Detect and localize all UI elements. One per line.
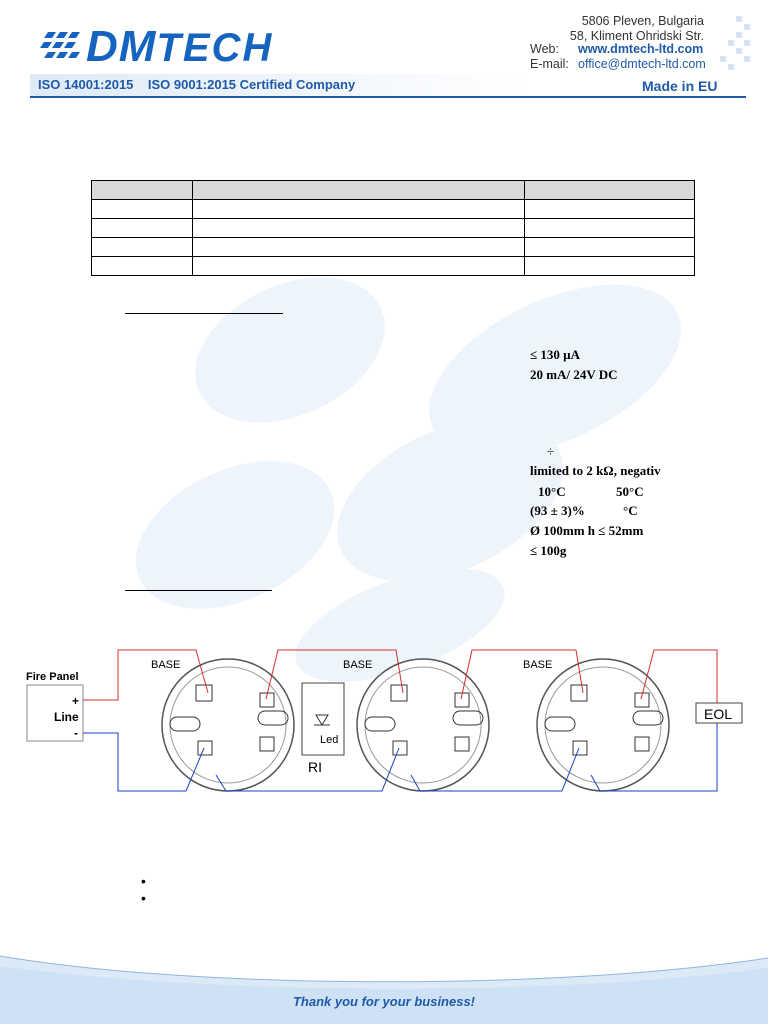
- bullet-point-2: •: [141, 890, 146, 906]
- logo-tech: TECH: [156, 26, 274, 70]
- spec-alarm-current: 20 mA/ 24V DC: [530, 367, 618, 382]
- section-heading-underline-2: [125, 590, 272, 591]
- bullet-point-1: •: [141, 873, 146, 889]
- contact-block: [530, 42, 706, 72]
- spec-dimensions: Ø 100mm h ≤ 52mm: [530, 523, 644, 538]
- eol-label: EOL: [704, 706, 733, 722]
- table-cell: [525, 238, 695, 257]
- minus-label: -: [74, 726, 78, 740]
- email-link[interactable]: office@dmtech-ltd.com: [578, 57, 706, 71]
- base-label-1: BASE: [151, 659, 181, 671]
- table-row: [92, 200, 695, 219]
- address-line-1: 5806 Pleven, Bulgaria: [581, 14, 704, 28]
- wiring-diagram: [20, 645, 760, 805]
- spec-humidity-unit: °C: [623, 503, 638, 518]
- watermark-blob-4: [112, 432, 357, 639]
- table-cell: [192, 200, 524, 219]
- table-cell: [92, 238, 193, 257]
- spec-standby-current: ≤ 130 µA: [530, 347, 581, 362]
- table-cell: [525, 200, 695, 219]
- table-row: [92, 257, 695, 276]
- base-label-3: BASE: [523, 659, 553, 671]
- table-cell: [92, 257, 193, 276]
- spec-weight: ≤ 100g: [530, 543, 567, 558]
- email-label: E-mail:: [530, 57, 569, 71]
- pixel-decoration-icon: [716, 14, 750, 74]
- table-cell: [192, 181, 524, 200]
- spec-humidity: (93 ± 3)%: [530, 503, 585, 518]
- spec-range-symbol: ÷: [547, 444, 555, 459]
- fire-panel-label: Fire Panel: [26, 671, 79, 683]
- footer-wave: [0, 950, 768, 1024]
- section-heading-underline-1: [125, 313, 283, 314]
- table-cell: [92, 200, 193, 219]
- website-link[interactable]: www.dmtech-ltd.com: [578, 42, 704, 56]
- revision-table: [91, 180, 695, 276]
- certification-text: ISO 14001:2015 ISO 9001:2015 Certified Company: [38, 77, 356, 92]
- table-cell: [525, 257, 695, 276]
- base-label-2: BASE: [343, 659, 373, 671]
- spec-alarm-limit: limited to 2 kΩ, negativ: [530, 463, 661, 478]
- table-row: [92, 219, 695, 238]
- plus-label: +: [72, 694, 80, 708]
- logo-icon: [38, 30, 86, 64]
- table-cell: [525, 219, 695, 238]
- company-logo: [86, 22, 273, 73]
- table-header-row: [92, 181, 695, 200]
- thank-you-message: Thank you for your business!: [292, 994, 476, 1009]
- table-cell: [92, 181, 193, 200]
- spec-temp-low: 10°C: [538, 484, 566, 499]
- logo-main: DM: [86, 22, 157, 71]
- table-cell: [192, 257, 524, 276]
- table-row: [92, 238, 695, 257]
- watermark-blob-1: [172, 249, 408, 451]
- ri-label: RI: [308, 759, 322, 775]
- table-cell: [525, 181, 695, 200]
- table-cell: [92, 219, 193, 238]
- table-cell: [192, 238, 524, 257]
- detector-base-3: [537, 659, 669, 791]
- line-label: Line: [54, 710, 79, 724]
- made-in-label: Made in EU: [642, 78, 718, 94]
- table-cell: [192, 219, 524, 238]
- detector-base-1: [162, 659, 294, 791]
- web-label: Web:: [530, 42, 559, 56]
- header-divider: [30, 96, 746, 98]
- led-label: Led: [320, 734, 339, 746]
- address-line-2: 58, Kliment Ohridski Str.: [569, 29, 704, 43]
- detector-base-2: [357, 659, 489, 791]
- company-address: [570, 14, 704, 44]
- spec-temp-high: 50°C: [616, 484, 644, 499]
